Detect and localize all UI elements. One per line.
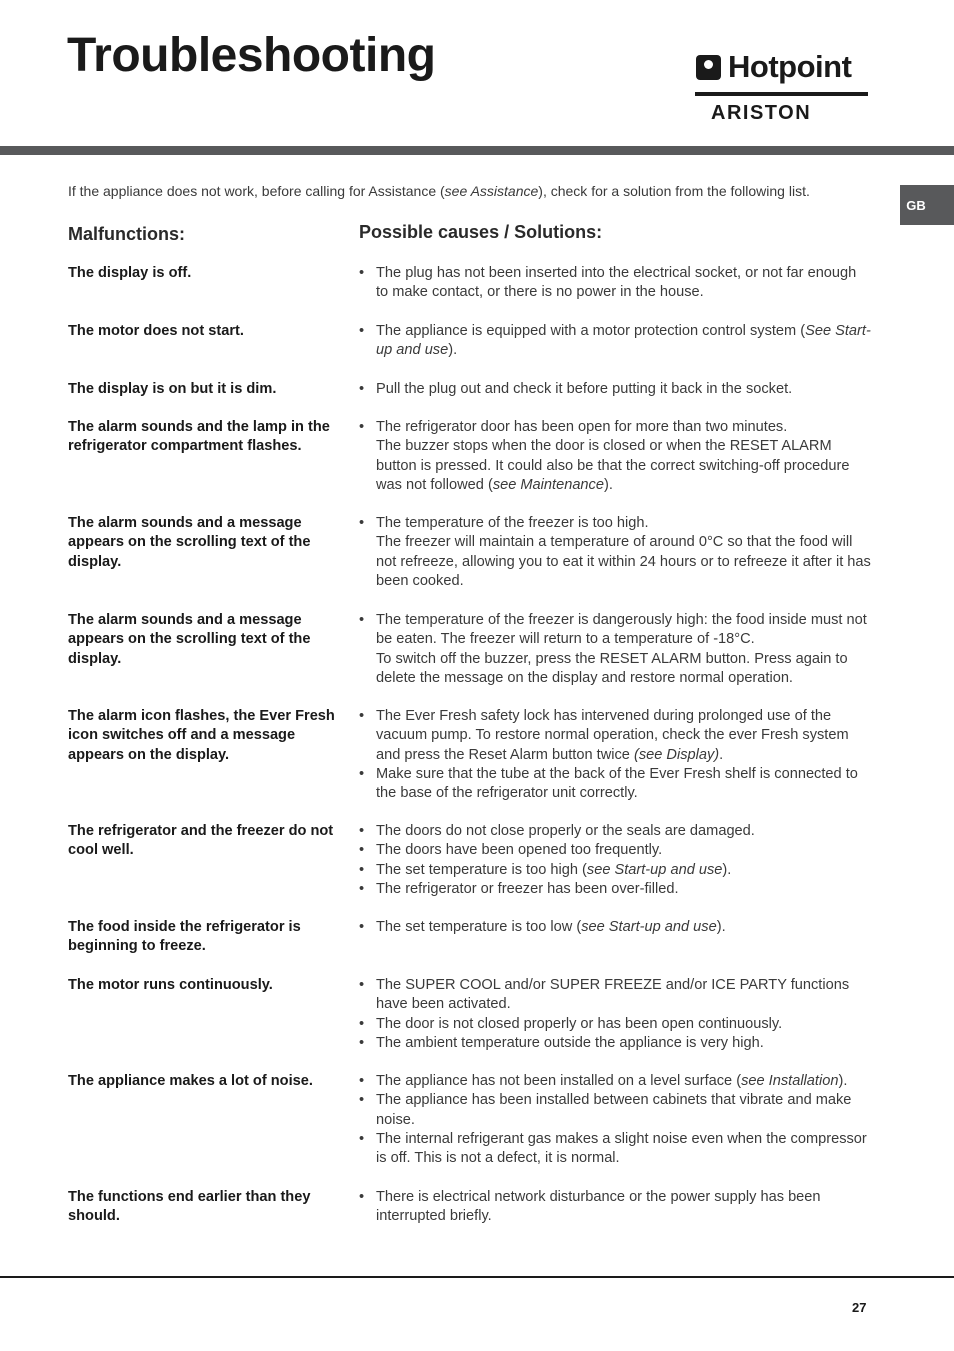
solution-text-end: ). bbox=[603, 476, 613, 493]
malfunction-label: The display is on but it is dim. bbox=[68, 381, 277, 397]
solution-item bbox=[359, 264, 871, 303]
solution-item bbox=[359, 1130, 871, 1169]
solution-text-end: ). bbox=[716, 919, 726, 935]
page-title: Troubleshooting bbox=[67, 29, 436, 82]
malfunction-label: The refrigerator and the freezer do not cool well. bbox=[68, 823, 334, 859]
footer-divider bbox=[0, 1276, 954, 1278]
malfunction-label: The alarm sounds and a message appears on the scrolling text of the display. bbox=[68, 515, 311, 570]
solution-item bbox=[359, 1188, 871, 1227]
solution-text: The set temperature is too high ( bbox=[376, 861, 587, 878]
solution-text: The refrigerator door has been open for more than two minutes. The buzzer stops when the door is closed or when the RESET ALARM button is pressed. It could also be that the correct switching-off procedure was not followed ( bbox=[376, 419, 850, 493]
malfunction-label: The motor runs continuously. bbox=[68, 977, 273, 993]
solution-item bbox=[359, 1072, 871, 1091]
malfunction-label: The alarm sounds and a message appears on the scrolling text of the display. bbox=[68, 612, 311, 667]
solution-list bbox=[359, 380, 871, 399]
solution-list bbox=[359, 264, 871, 303]
solution-item bbox=[359, 1091, 871, 1130]
solution-item bbox=[359, 1034, 871, 1053]
solution-list bbox=[359, 822, 871, 899]
solution-item bbox=[359, 976, 871, 1015]
solution-text: The appliance is equipped with a motor protection control system ( bbox=[376, 323, 806, 339]
solution-text: The set temperature is too low ( bbox=[376, 919, 582, 935]
solution-list bbox=[359, 1072, 871, 1168]
solution-item bbox=[359, 611, 871, 688]
solution-text: The SUPER COOL and/or SUPER FREEZE and/or ICE PARTY functions have been activated. bbox=[376, 977, 850, 1013]
solution-reference: see Start-up and use bbox=[586, 861, 723, 878]
solution-text: The doors do not close properly or the seals are damaged. bbox=[376, 823, 755, 839]
solution-text: The appliance has not been installed on a level surface ( bbox=[376, 1073, 742, 1089]
solution-text: The door is not closed properly or has been open continuously. bbox=[376, 1015, 783, 1032]
malfunction-label: The functions end earlier than they should. bbox=[68, 1189, 311, 1225]
solution-item bbox=[359, 822, 871, 841]
solution-text: The doors have been opened too frequently. bbox=[376, 842, 663, 859]
solution-text-end: . bbox=[719, 746, 724, 763]
brand-logo bbox=[694, 49, 868, 126]
solution-text: Pull the plug out and check it before putting it back in the socket. bbox=[376, 381, 793, 397]
solution-item bbox=[359, 380, 871, 399]
intro-before: If the appliance does not work, before calling for Assistance ( bbox=[68, 183, 445, 199]
solution-item bbox=[359, 1015, 871, 1034]
solution-text: The Ever Fresh safety lock has intervened during prolonged use of the vacuum pump. To restore normal operation, check the ever Fresh system and press the Reset Alarm button twice bbox=[376, 708, 849, 763]
solution-text-end: ). bbox=[838, 1073, 848, 1089]
solution-reference: see Installation bbox=[741, 1073, 839, 1089]
solution-text: The refrigerator or freezer has been over-filled. bbox=[376, 880, 679, 897]
logo-mark-icon bbox=[696, 55, 721, 80]
logo-subtitle: ARISTON bbox=[711, 102, 812, 124]
solution-item bbox=[359, 861, 871, 880]
solution-item bbox=[359, 880, 871, 899]
solution-list bbox=[359, 976, 871, 1053]
solution-item bbox=[359, 322, 871, 361]
solution-list bbox=[359, 707, 871, 803]
malfunction-label: The motor does not start. bbox=[68, 323, 244, 339]
solution-text: The temperature of the freezer is dangerously high: the food inside must not be eaten. The freezer will return to a temperature of -18°C. To switch off the buzzer, press the RESET ALARM button. Press again to delete the message on the display and restore normal operation. bbox=[376, 612, 867, 686]
solution-reference: (see Display) bbox=[633, 746, 720, 763]
malfunction-label: The appliance makes a lot of noise. bbox=[68, 1073, 313, 1089]
malfunction-label: The alarm icon flashes, the Ever Fresh icon switches off and a message appears on the display. bbox=[68, 708, 335, 763]
solution-text-end: ). bbox=[722, 861, 732, 878]
solution-list bbox=[359, 1188, 871, 1227]
solution-text: Make sure that the tube at the back of the Ever Fresh shelf is connected to the base of the refrigerator unit correctly. bbox=[376, 765, 858, 802]
solution-text-end: ). bbox=[448, 342, 458, 359]
solution-item bbox=[359, 707, 871, 765]
malfunction-label: The alarm sounds and the lamp in the refrigerator compartment flashes. bbox=[68, 419, 330, 455]
solution-list bbox=[359, 322, 871, 361]
solution-item bbox=[359, 418, 871, 495]
solution-reference: see Start-up and use bbox=[581, 919, 717, 935]
logo-brand-text: Hotpoint bbox=[728, 49, 852, 84]
solution-list bbox=[359, 514, 871, 591]
solution-item bbox=[359, 918, 871, 937]
solution-list bbox=[359, 918, 871, 937]
header-divider bbox=[0, 146, 954, 155]
intro-italic: see Assistance bbox=[444, 183, 539, 199]
malfunction-label: The food inside the refrigerator is beginning to freeze. bbox=[68, 919, 301, 955]
solution-item bbox=[359, 514, 871, 591]
malfunctions-heading: Malfunctions: bbox=[68, 224, 185, 244]
intro-after: ), check for a solution from the following list. bbox=[538, 183, 810, 199]
solution-item bbox=[359, 841, 871, 860]
solution-text: The plug has not been inserted into the electrical socket, or not far enough to make contact, or there is no power in the house. bbox=[376, 265, 857, 301]
solution-text: The internal refrigerant gas makes a slight noise even when the compressor is off. This is not a defect, it is normal. bbox=[376, 1130, 867, 1167]
page-number: 27 bbox=[852, 1300, 867, 1315]
malfunction-label: The display is off. bbox=[68, 265, 192, 281]
solution-text: The temperature of the freezer is too high. The freezer will maintain a temperature of around 0°C so that the food will not refreeze, allowing you to eat it within 24 hours or to refreeze it after it has been cooked. bbox=[376, 515, 871, 589]
solution-text: The ambient temperature outside the appliance is very high. bbox=[376, 1034, 764, 1051]
causes-heading: Possible causes / Solutions: bbox=[359, 222, 603, 242]
solution-text: There is electrical network disturbance or the power supply has been interrupted briefly. bbox=[376, 1189, 821, 1225]
intro-text bbox=[68, 183, 810, 199]
solution-text: The appliance has been installed between cabinets that vibrate and make noise. bbox=[376, 1092, 852, 1128]
solution-list bbox=[359, 611, 871, 688]
solution-item bbox=[359, 765, 871, 804]
logo-divider bbox=[695, 92, 868, 96]
language-tab: GB bbox=[900, 185, 954, 225]
solution-reference: see Maintenance bbox=[492, 476, 604, 493]
solution-list bbox=[359, 418, 871, 495]
solution-reference: See Start-up and use bbox=[376, 323, 871, 359]
